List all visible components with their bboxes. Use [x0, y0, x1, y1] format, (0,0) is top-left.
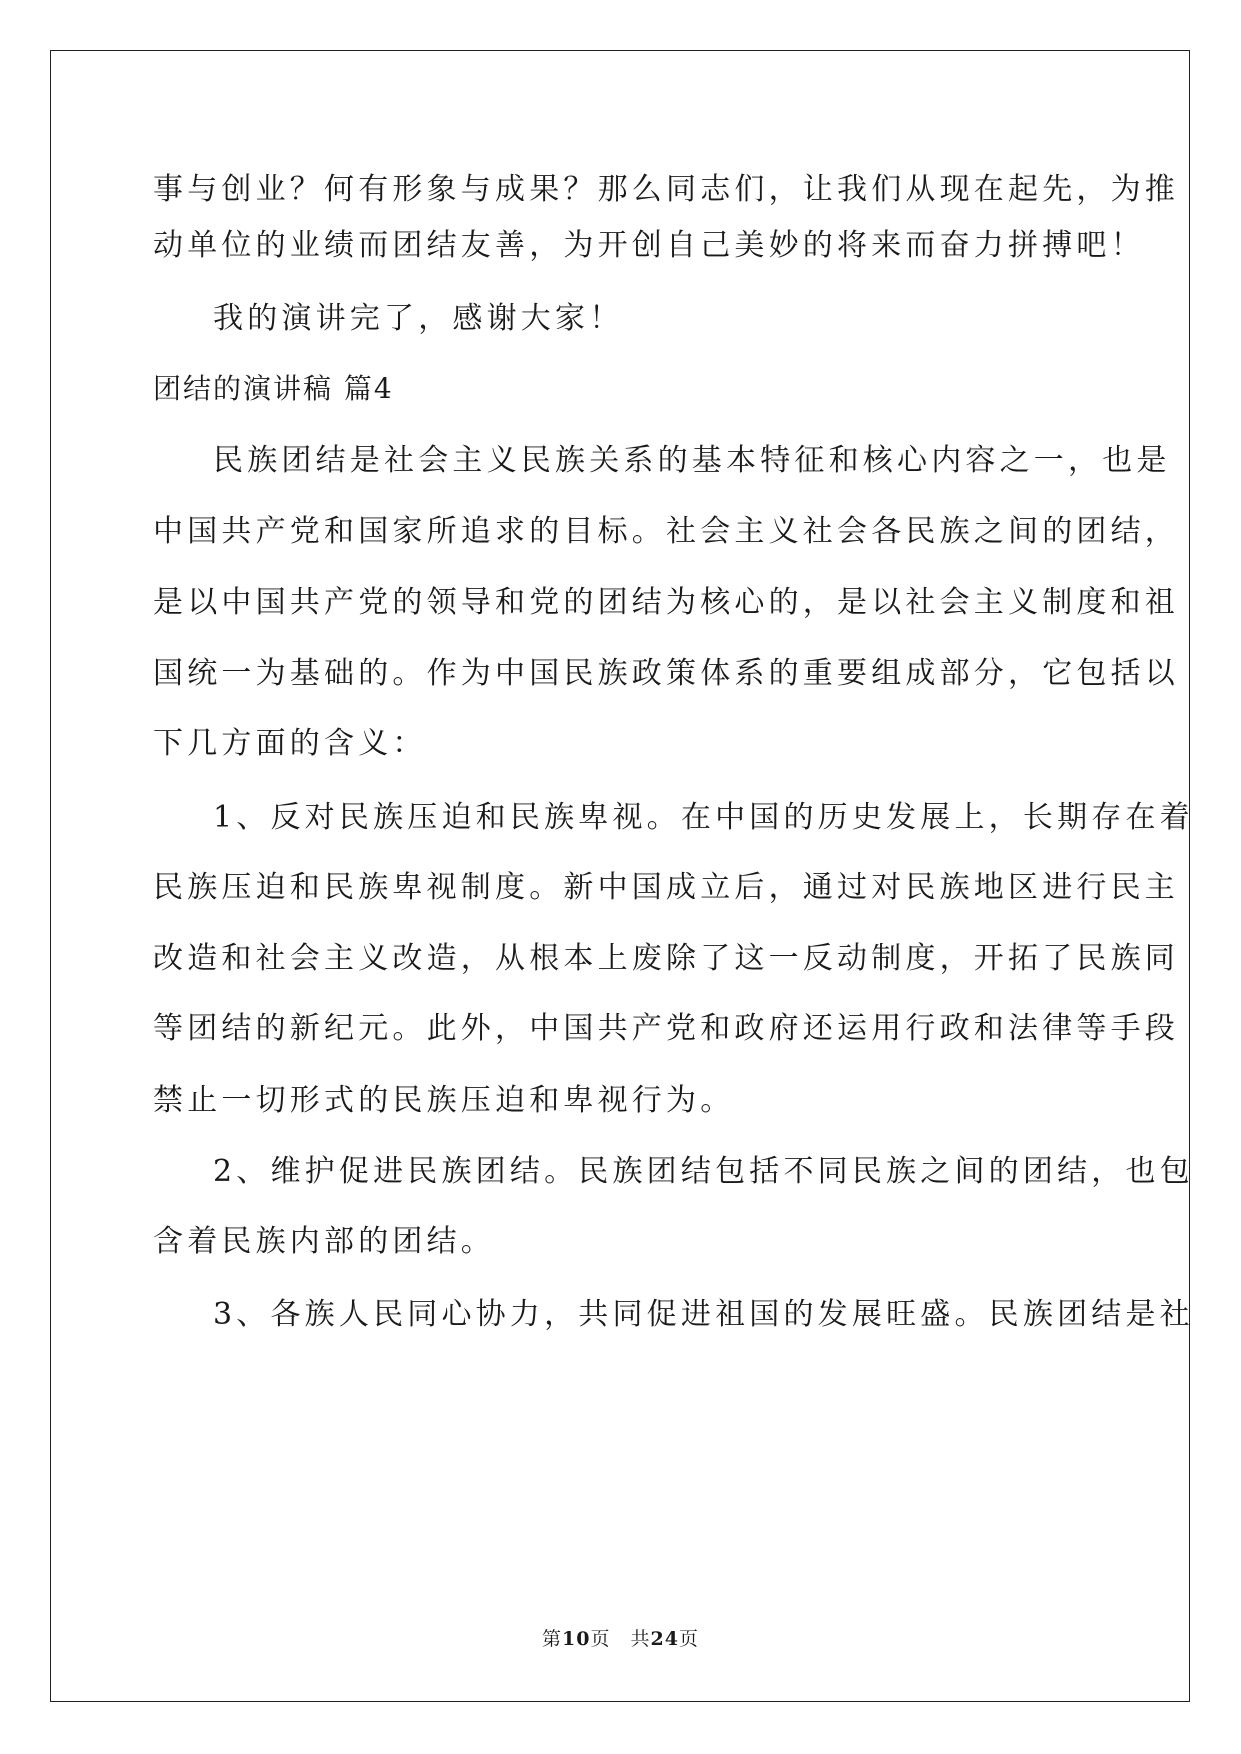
footer-prefix: 第: [542, 1628, 563, 1650]
body-line: 国统一为基础的。作为中国民族政策体系的重要组成部分，它包括以: [153, 656, 1179, 691]
footer-middle: 页 共: [590, 1628, 651, 1650]
body-line: 下几方面的含义：: [153, 726, 427, 761]
body-line: 民族团结是社会主义民族关系的基本特征和核心内容之一，也是: [213, 443, 1171, 478]
body-line: 禁止一切形式的民族压迫和卑视行为。: [153, 1083, 735, 1118]
body-line: 事与创业？何有形象与成果？那么同志们，让我们从现在起先，为推: [153, 172, 1179, 207]
body-line: 民族压迫和民族卑视制度。新中国成立后，通过对民族地区进行民主: [153, 870, 1179, 905]
body-line: 中国共产党和国家所追求的目标。社会主义社会各民族之间的团结，: [153, 514, 1179, 549]
body-line: 2、维护促进民族团结。民族团结包括不同民族之间的团结，也包: [213, 1154, 1194, 1189]
total-page-number: 24: [650, 1628, 679, 1650]
body-line: 是以中国共产党的领导和党的团结为核心的，是以社会主义制度和祖: [153, 585, 1179, 620]
body-line: 改造和社会主义改造，从根本上废除了这一反动制度，开拓了民族同: [153, 941, 1179, 976]
page-footer: [0, 1627, 1241, 1651]
body-line: 含着民族内部的团结。: [153, 1224, 495, 1259]
footer-suffix: 页: [678, 1628, 699, 1650]
section-heading: 团结的演讲稿 篇4: [153, 372, 394, 405]
current-page-number: 10: [562, 1628, 591, 1650]
body-line: 3、各族人民同心协力，共同促进祖国的发展旺盛。民族团结是社: [213, 1297, 1194, 1332]
body-line: 动单位的业绩而团结友善，为开创自己美妙的将来而奋力拼搏吧！: [153, 228, 1145, 263]
body-line: 我的演讲完了，感谢大家！: [213, 301, 624, 336]
body-line: 等团结的新纪元。此外，中国共产党和政府还运用行政和法律等手段: [153, 1011, 1179, 1046]
body-line: 1、反对民族压迫和民族卑视。在中国的历史发展上，长期存在着: [213, 800, 1194, 835]
